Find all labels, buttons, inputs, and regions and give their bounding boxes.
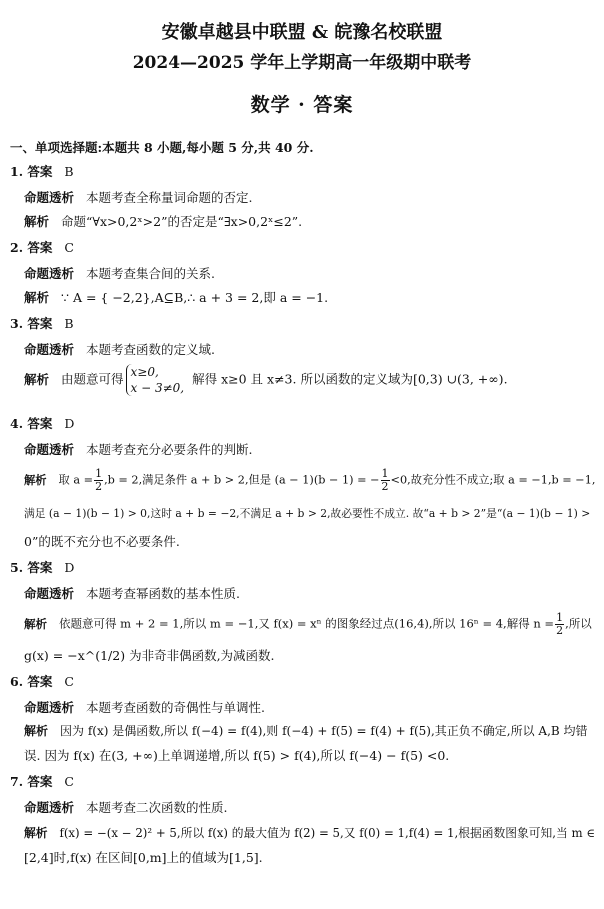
q6-number: 6. 答案 xyxy=(10,674,53,689)
q1-analysis-label: 解析 xyxy=(24,214,50,229)
q2-header xyxy=(10,238,74,256)
q4-fraction-a-den: 2 xyxy=(95,480,103,493)
q5-analysis-label: 解析 xyxy=(24,616,47,631)
q5-number: 5. 答案 xyxy=(10,560,53,575)
q5-fraction-den: 2 xyxy=(556,624,564,637)
q3-analysis-post: 解得 x≥0 且 x≠3. 所以函数的定义域为[0,3) ∪(3, +∞). xyxy=(192,371,508,387)
q4-header xyxy=(10,414,74,432)
header-line-3: 数学 · 答案 xyxy=(250,94,354,116)
q7-analysis-line-1: f(x) = −(x − 2)² + 5,所以 f(x) 的最大值为 f(2) = 5,又 f(0) = 1,f(4) = 1,根据函数图象可知,当 m ∈ xyxy=(59,826,596,840)
q4-analysis-pre: 取 a = xyxy=(58,473,94,487)
q4-analysis xyxy=(24,468,595,493)
q4-review xyxy=(24,440,253,458)
q3-review-text: 本题考查函数的定义域. xyxy=(86,342,215,357)
q3-analysis-label: 解析 xyxy=(24,371,50,387)
q3-system-line-1: x≥0, xyxy=(130,365,159,379)
q4-answer: D xyxy=(64,416,75,431)
q2-analysis-label: 解析 xyxy=(24,290,50,305)
q6-analysis-line-1: 因为 f(x) 是偶函数,所以 f(−4) = f(4),则 f(−4) + f(5) = f(4) + f(5),其正负不确定,所以 A,B 均错 xyxy=(60,724,588,738)
q5-analysis-pre: 依题意可得 m + 2 = 1,所以 m = −1,又 f(x) = xⁿ 的图象经过点(16,4),所以 16ⁿ = 4,解得 n = xyxy=(59,616,555,631)
q6-review-text: 本题考查函数的奇偶性与单调性. xyxy=(86,700,265,715)
q5-answer: D xyxy=(64,560,75,575)
q7-header xyxy=(10,772,74,790)
q4-analysis-label: 解析 xyxy=(24,472,47,487)
q6-analysis-label: 解析 xyxy=(24,724,49,738)
q4-fraction-a xyxy=(94,468,103,493)
q3-header xyxy=(10,314,74,332)
q5-analysis-line-2: g(x) = −x^(1/2) 为非奇非偶函数,为减函数. xyxy=(24,648,275,663)
q7-answer: C xyxy=(64,774,74,789)
q1-analysis xyxy=(24,212,302,230)
q7-review-label: 命题透析 xyxy=(24,800,75,815)
q4-analysis-line-2: 满足 (a − 1)(b − 1) > 0,这时 a + b = −2,不满足 a + b > 2,故必要性不成立. 故“a + b > 2”是“(a − 1)(b − 1) > xyxy=(24,507,591,520)
q5-analysis-post: ,所以 xyxy=(565,616,592,631)
q6-review xyxy=(24,698,265,716)
header-line-1: 安徽卓越县中联盟 & 皖豫名校联盟 xyxy=(161,22,443,43)
q7-review-text: 本题考查二次函数的性质. xyxy=(86,800,228,815)
q6-analysis-line-2: 误. 因为 f(x) 在(3, +∞)上单调递增,所以 f(5) > f(4),所以 f(−4) − f(5) <0. xyxy=(24,748,450,763)
q1-number: 1. 答案 xyxy=(10,164,53,179)
q7-analysis-line-2: [2,4]时,f(x) 在区间[0,m]上的值域为[1,5]. xyxy=(24,850,263,865)
q2-answer: C xyxy=(64,240,74,255)
q6-answer: C xyxy=(64,674,74,689)
q4-review-label: 命题透析 xyxy=(24,442,75,457)
q1-analysis-text: 命题“∀x>0,2ˣ>2”的否定是“∃x>0,2ˣ≤2”. xyxy=(61,214,303,229)
q4-fraction-b-num: 1 xyxy=(381,467,389,480)
q4-number: 4. 答案 xyxy=(10,416,53,431)
q2-analysis-text: ∵ A = { −2,2},A⊆B,∴ a + 3 = 2,即 a = −1. xyxy=(61,290,329,305)
q3-review-label: 命题透析 xyxy=(24,342,75,357)
q4-fraction-b xyxy=(381,468,390,493)
q2-number: 2. 答案 xyxy=(10,240,53,255)
q3-answer: B xyxy=(64,316,74,331)
q3-review xyxy=(24,340,215,358)
q3-inequality-system xyxy=(126,364,185,396)
q4-analysis-line-3: 0”的既不充分也不必要条件. xyxy=(24,534,180,549)
q6-header xyxy=(10,672,74,690)
q7-review xyxy=(24,798,228,816)
q2-review xyxy=(24,264,215,282)
header-line-2: 2024—2025 学年上学期高一年级期中联考 xyxy=(132,53,472,73)
q7-number: 7. 答案 xyxy=(10,774,53,789)
q6-review-label: 命题透析 xyxy=(24,700,75,715)
q1-answer: B xyxy=(64,164,74,179)
q1-review-text: 本题考查全称量词命题的否定. xyxy=(86,190,253,205)
q3-number: 3. 答案 xyxy=(10,316,53,331)
q5-review xyxy=(24,584,240,602)
q3-analysis xyxy=(24,364,508,396)
q3-system-line-2: x − 3≠0, xyxy=(130,381,185,395)
q5-review-label: 命题透析 xyxy=(24,586,75,601)
q4-fraction-b-den: 2 xyxy=(381,480,389,493)
q1-review-label: 命题透析 xyxy=(24,190,75,205)
q5-fraction xyxy=(555,612,564,637)
q1-review xyxy=(24,188,253,206)
q4-fraction-a-num: 1 xyxy=(95,467,103,480)
q3-analysis-pre: 由题意可得 xyxy=(61,371,124,387)
q4-analysis-post: <0,故充分性不成立;取 a = −1,b = −1, xyxy=(390,473,596,487)
q1-header xyxy=(10,162,74,180)
q7-analysis xyxy=(24,824,595,841)
q2-review-label: 命题透析 xyxy=(24,266,75,281)
q6-analysis xyxy=(24,722,588,739)
q5-fraction-num: 1 xyxy=(556,611,564,624)
q4-review-text: 本题考查充分必要条件的判断. xyxy=(86,442,253,457)
q7-analysis-label: 解析 xyxy=(24,826,48,840)
section-heading: 一、单项选择题:本题共 8 小题,每小题 5 分,共 40 分. xyxy=(10,140,314,155)
q2-review-text: 本题考查集合间的关系. xyxy=(86,266,215,281)
q5-header xyxy=(10,558,74,576)
q5-review-text: 本题考查幂函数的基本性质. xyxy=(86,586,240,601)
q5-analysis xyxy=(24,612,592,637)
q2-analysis xyxy=(24,288,328,306)
q4-analysis-mid: ,b = 2,满足条件 a + b > 2,但是 (a − 1)(b − 1) = − xyxy=(104,473,380,487)
